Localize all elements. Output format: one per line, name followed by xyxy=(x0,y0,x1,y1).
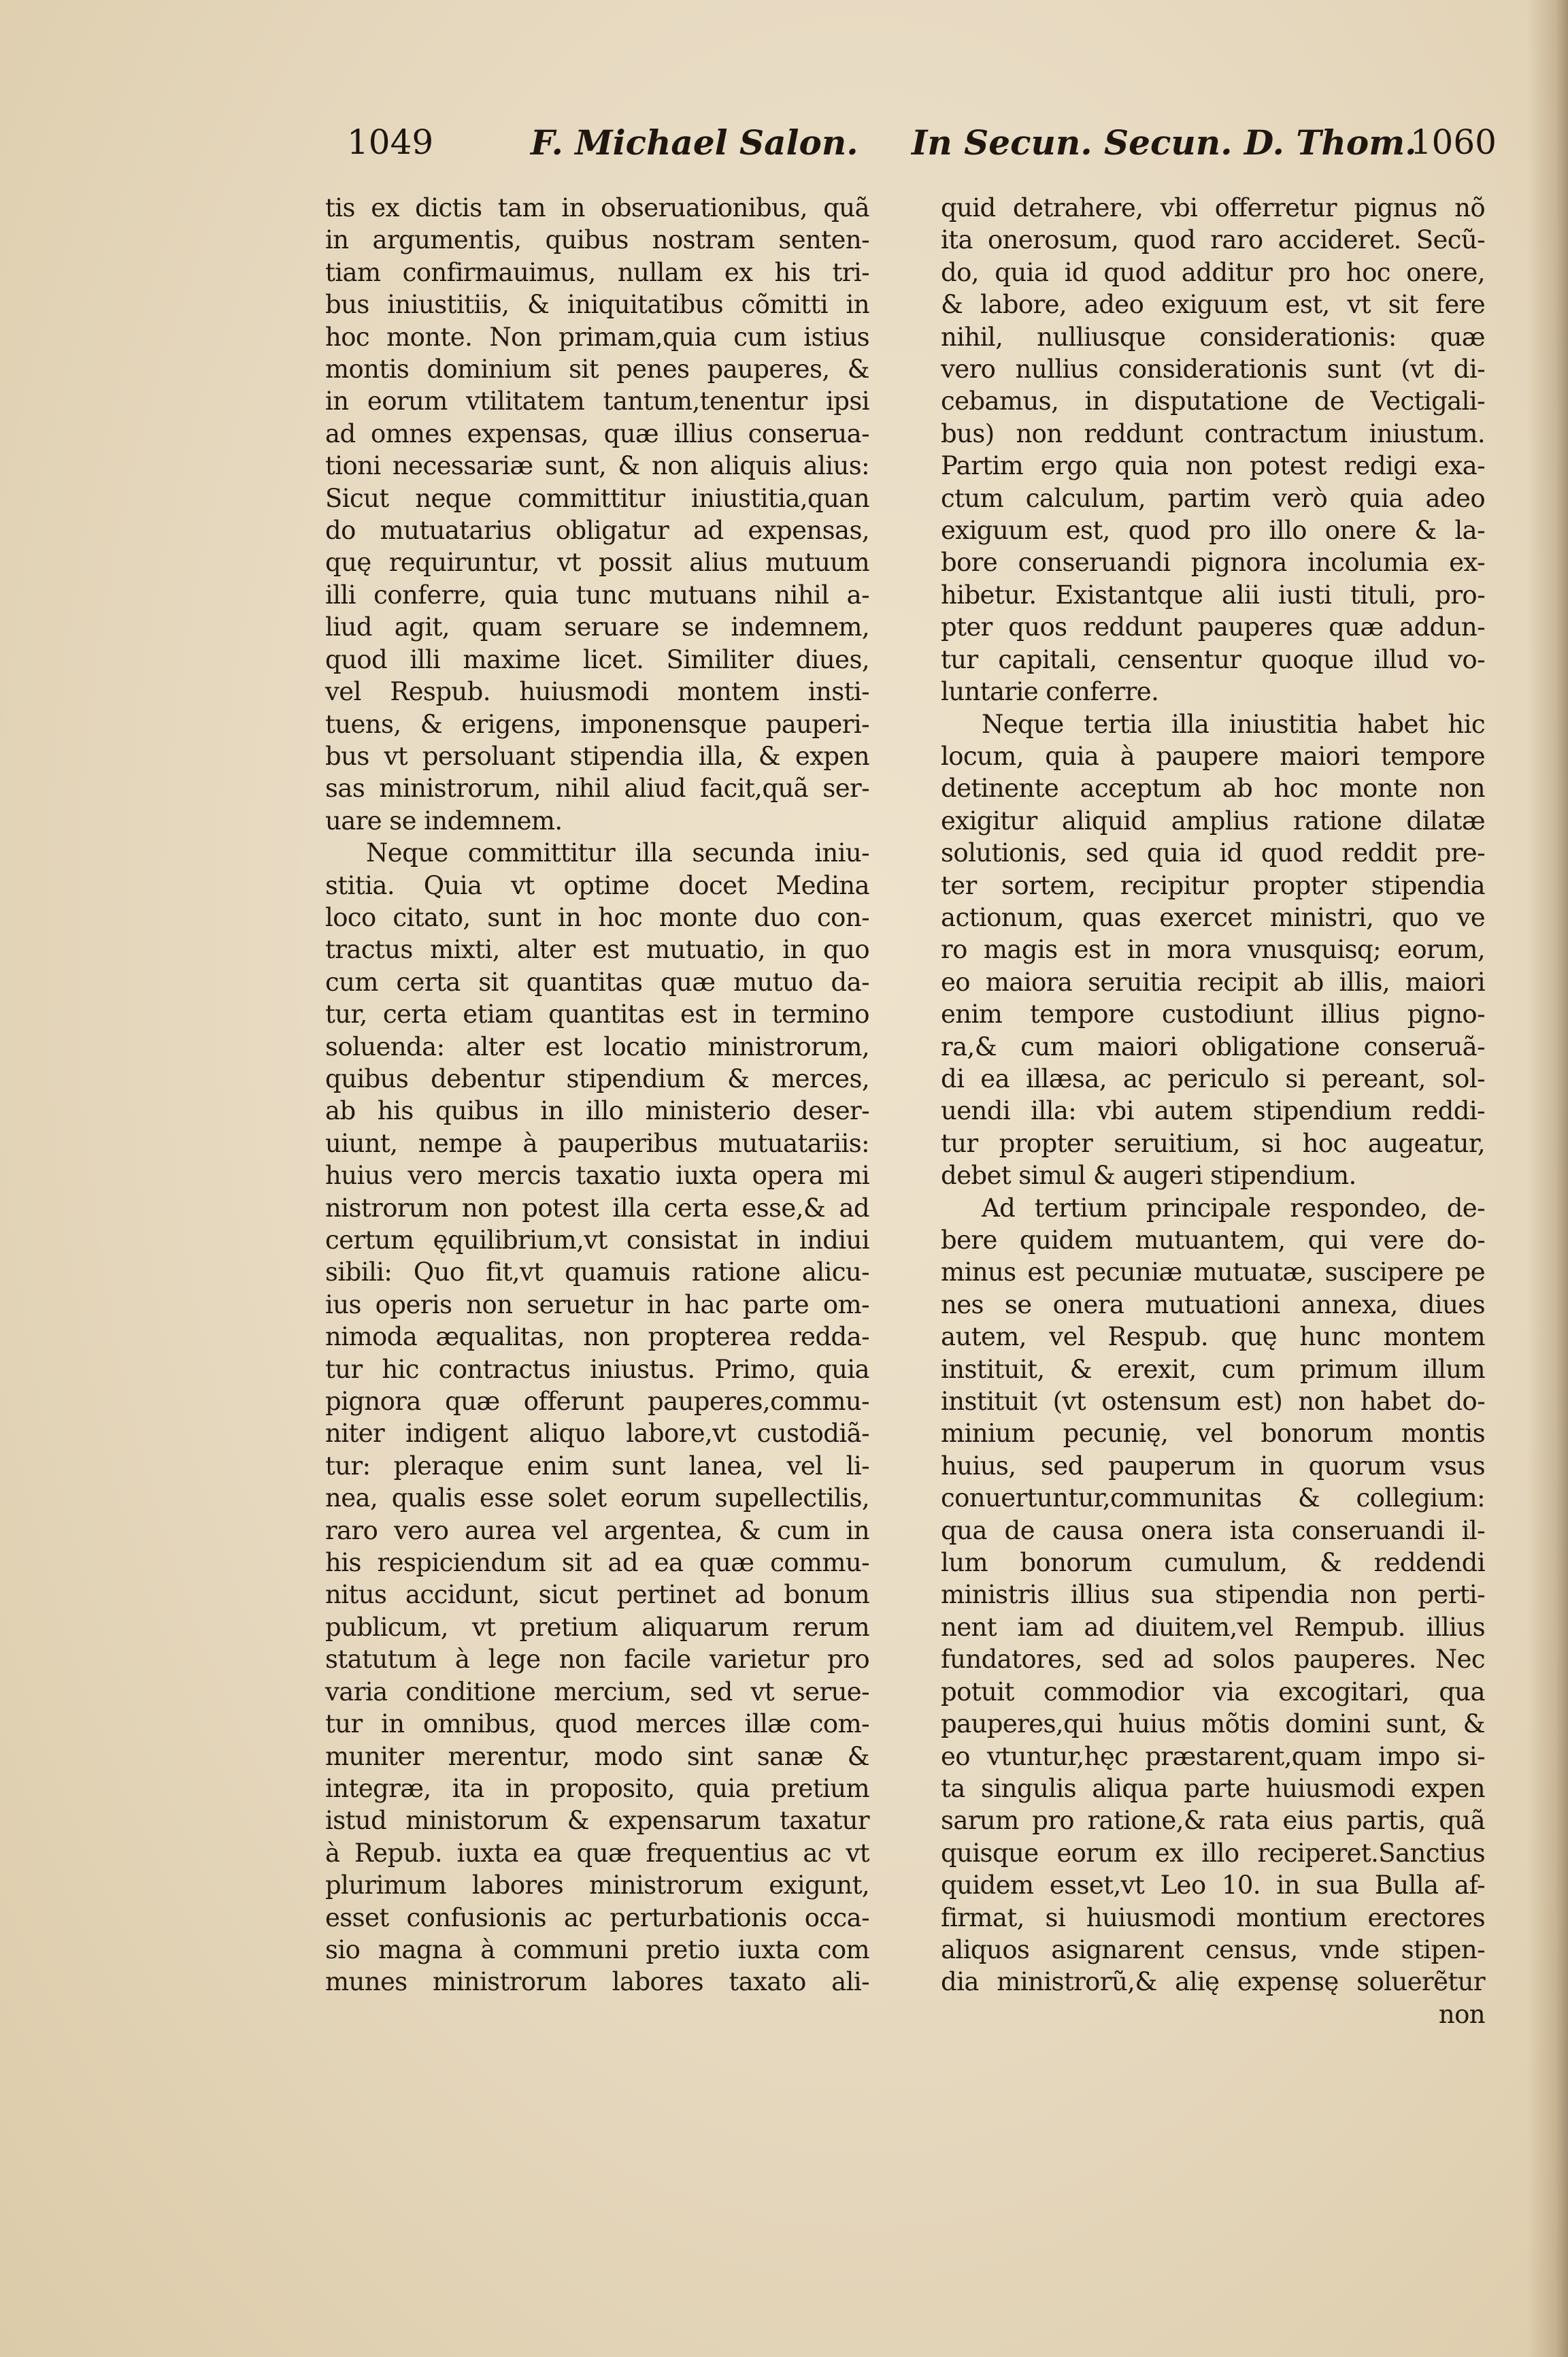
text-line: tioni necessariæ sunt, & non aliquis alius: xyxy=(325,451,869,481)
text-line: exiguum est, quod pro illo onere & la- xyxy=(941,516,1485,546)
text-line: uiunt, nempe à pauperibus mutuatariis: xyxy=(325,1128,869,1158)
text-line: quisque eorum ex illo reciperet.Sanctius xyxy=(941,1838,1485,1868)
text-line: liud agit, quam seruare se indemnem, xyxy=(325,612,869,642)
text-line: stitia. Quia vt optime docet Medina xyxy=(325,870,869,900)
text-line: huius, sed pauperum in quorum vsus xyxy=(941,1451,1485,1481)
text-line: tuens, & erigens, imponensque pauperi- xyxy=(325,709,869,739)
text-line: sibili: Quo fit,vt quamuis ratione alicu- xyxy=(325,1257,869,1287)
text-line: loco citato, sunt in hoc monte duo con- xyxy=(325,902,869,932)
text-line: bus iniustitiis, & iniquitatibus cõmitti in xyxy=(325,290,869,320)
text-line: publicum, vt pretium aliquarum rerum xyxy=(325,1612,869,1642)
right-text-column xyxy=(941,192,1485,2030)
text-line: tur in omnibus, quod merces illæ com- xyxy=(325,1709,869,1739)
text-line: hoc monte. Non primam,quia cum istius xyxy=(325,322,869,352)
text-line: nea, qualis esse solet eorum supellectilis, xyxy=(325,1483,869,1513)
text-line: munes ministrorum labores taxato ali- xyxy=(325,1967,869,1997)
text-line: & labore, adeo exiguum est, vt sit fere xyxy=(941,290,1485,320)
running-head-author: F. Michael Salon. xyxy=(531,122,858,163)
text-line: raro vero aurea vel argentea, & cum in xyxy=(325,1515,869,1545)
text-line: do, quia id quod additur pro hoc onere, xyxy=(941,257,1485,287)
text-line: certum ęquilibrium,vt consistat in indiui xyxy=(325,1225,869,1255)
text-line: pauperes,qui huius mõtis domini sunt, & xyxy=(941,1709,1485,1739)
text-line: nihil, nulliusque considerationis: quæ xyxy=(941,322,1485,352)
text-line: istud ministorum & expensarum taxatur xyxy=(325,1806,869,1836)
text-line: ctum calculum, partim verò quia adeo xyxy=(941,483,1485,513)
text-line: non xyxy=(1438,1999,1485,2029)
text-line: montis dominium sit penes pauperes, & xyxy=(325,355,869,384)
text-line: exigitur aliquid amplius ratione dilatæ xyxy=(941,806,1485,836)
text-line: enim tempore custodiunt illius pigno- xyxy=(941,1000,1485,1029)
text-line: vel Respub. huiusmodi montem insti- xyxy=(325,677,869,707)
page-number-right: 1060 xyxy=(1409,122,1497,162)
text-line: quibus debentur stipendium & merces, xyxy=(325,1064,869,1093)
text-line: niter indigent aliquo labore,vt custodiã- xyxy=(325,1419,869,1449)
text-line: sarum pro ratione,& rata eius partis, quã xyxy=(941,1806,1485,1836)
text-line: pignora quæ offerunt pauperes,commu- xyxy=(325,1387,869,1417)
text-line: pter quos reddunt pauperes quæ addun- xyxy=(941,612,1485,642)
text-line: firmat, si huiusmodi montium erectores xyxy=(941,1902,1485,1932)
text-line: ministris illius sua stipendia non perti- xyxy=(941,1580,1485,1610)
text-line: ab his quibus in illo ministerio deser- xyxy=(325,1096,869,1126)
text-line: do mutuatarius obligatur ad expensas, xyxy=(325,516,869,546)
text-line: varia conditione mercium, sed vt serue- xyxy=(325,1677,869,1707)
text-line: Sicut neque committitur iniustitia,quan xyxy=(325,483,869,513)
text-line: eo vtuntur,hęc præstarent,quam impo si- xyxy=(941,1741,1485,1771)
text-line: debet simul & augeri stipendium. xyxy=(941,1161,1356,1191)
text-line: potuit commodior via excogitari, qua xyxy=(941,1677,1485,1707)
text-line: bus) non reddunt contractum iniustum. xyxy=(941,418,1485,448)
text-line: à Repub. iuxta ea quæ frequentius ac vt xyxy=(325,1838,869,1868)
text-line: vero nullius considerationis sunt (vt di- xyxy=(941,355,1485,384)
text-line: cum certa sit quantitas quæ mutuo da- xyxy=(325,967,869,997)
page-edge-shadow xyxy=(1527,0,1568,2357)
text-line: his respiciendum sit ad ea quæ commu- xyxy=(325,1548,869,1578)
text-line: Partim ergo quia non potest redigi exa- xyxy=(941,451,1485,481)
text-line: lum bonorum cumulum, & reddendi xyxy=(941,1548,1485,1578)
text-line: huius vero mercis taxatio iuxta opera mi xyxy=(325,1161,869,1191)
text-line: dia ministrorũ,& alię expensę soluerẽtur xyxy=(941,1967,1485,1997)
text-line: tur, certa etiam quantitas est in termino xyxy=(325,1000,869,1029)
text-line: quod illi maxime licet. Similiter diues, xyxy=(325,644,869,674)
text-line: di ea illæsa, ac periculo si pereant, sol- xyxy=(941,1064,1485,1093)
text-line: sas ministrorum, nihil aliud facit,quã ser- xyxy=(325,774,869,804)
text-line: ita onerosum, quod raro accideret. Secũ- xyxy=(941,225,1485,255)
page-number-left: 1049 xyxy=(347,122,434,162)
text-line: in eorum vtilitatem tantum,tenentur ipsi xyxy=(325,386,869,416)
text-line: in argumentis, quibus nostram senten- xyxy=(325,225,869,255)
text-line: nitus accidunt, sicut pertinet ad bonum xyxy=(325,1580,869,1610)
text-line: minium pecunię, vel bonorum montis xyxy=(941,1419,1485,1449)
text-line: Ad tertium principale respondeo, de- xyxy=(982,1193,1485,1223)
text-line: quid detrahere, vbi offerretur pignus nõ xyxy=(941,193,1485,222)
text-line: ter sortem, recipitur propter stipendia xyxy=(941,870,1485,900)
text-line: tur hic contractus iniustus. Primo, quia xyxy=(325,1354,869,1384)
text-line: nimoda æqualitas, non propterea redda- xyxy=(325,1322,869,1352)
text-line: quę requiruntur, vt possit alius mutuum xyxy=(325,548,869,578)
text-line: autem, vel Respub. quę hunc montem xyxy=(941,1322,1485,1352)
text-line: integræ, ita in proposito, quia pretium xyxy=(325,1773,869,1803)
running-head xyxy=(347,122,1497,177)
text-line: tur capitali, censentur quoque illud vo- xyxy=(941,644,1485,674)
text-line: nistrorum non potest illa certa esse,& ad xyxy=(325,1193,869,1223)
text-line: actionum, quas exercet ministri, quo ve xyxy=(941,902,1485,932)
text-line: bus vt persoluant stipendia illa, & expen xyxy=(325,741,869,771)
text-line: hibetur. Existantque alii iusti tituli, pro- xyxy=(941,580,1485,610)
text-line: tur propter seruitium, si hoc augeatur, xyxy=(941,1128,1485,1158)
text-line: esset confusionis ac perturbationis occa- xyxy=(325,1902,869,1932)
text-line: quidem esset,vt Leo 10. in sua Bulla af- xyxy=(941,1870,1485,1900)
text-line: soluenda: alter est locatio ministrorum, xyxy=(325,1032,869,1061)
running-head-title: In Secun. Secun. D. Thom. xyxy=(912,122,1417,163)
text-line: eo maiora seruitia recipit ab illis, maiori xyxy=(941,967,1485,997)
text-line: instituit (vt ostensum est) non habet do- xyxy=(941,1387,1485,1417)
text-line: nent iam ad diuitem,vel Rempub. illius xyxy=(941,1612,1485,1642)
text-line: conuertuntur,communitas & collegium: xyxy=(941,1483,1485,1513)
text-line: uare se indemnem. xyxy=(325,806,563,836)
text-line: muniter merentur, modo sint sanæ & xyxy=(325,1741,869,1771)
text-line: ta singulis aliqua parte huiusmodi expen xyxy=(941,1773,1485,1803)
text-line: Neque committitur illa secunda iniu- xyxy=(366,838,869,868)
text-line: sio magna à communi pretio iuxta com xyxy=(325,1934,869,1964)
text-line: luntarie conferre. xyxy=(941,677,1159,707)
text-line: fundatores, sed ad solos pauperes. Nec xyxy=(941,1645,1485,1675)
text-line: aliquos asignarent census, vnde stipen- xyxy=(941,1934,1485,1964)
text-line: solutionis, sed quia id quod reddit pre- xyxy=(941,838,1485,868)
text-line: instituit, & erexit, cum primum illum xyxy=(941,1354,1485,1384)
text-line: Neque tertia illa iniustitia habet hic xyxy=(982,709,1485,739)
text-line: tur: pleraque enim sunt lanea, vel li- xyxy=(325,1451,869,1481)
text-line: cebamus, in disputatione de Vectigali- xyxy=(941,386,1485,416)
text-line: qua de causa onera ista conseruandi il- xyxy=(941,1515,1485,1545)
text-line: tractus mixti, alter est mutuatio, in quo xyxy=(325,935,869,965)
text-line: tis ex dictis tam in obseruationibus, quã xyxy=(325,193,869,222)
text-line: ius operis non seruetur in hac parte om- xyxy=(325,1289,869,1319)
text-line: statutum à lege non facile varietur pro xyxy=(325,1645,869,1675)
text-line: ad omnes expensas, quæ illius conserua- xyxy=(325,418,869,448)
text-line: ra,& cum maiori obligatione conseruã- xyxy=(941,1032,1485,1061)
text-line: bere quidem mutuantem, qui vere do- xyxy=(941,1225,1485,1255)
text-line: ro magis est in mora vnusquisq; eorum, xyxy=(941,935,1485,965)
text-line: detinente acceptum ab hoc monte non xyxy=(941,774,1485,804)
text-line: tiam confirmauimus, nullam ex his tri- xyxy=(325,257,869,287)
text-line: minus est pecuniæ mutuatæ, suscipere pe xyxy=(941,1257,1485,1287)
text-line: locum, quia à paupere maiori tempore xyxy=(941,741,1485,771)
text-line: uendi illa: vbi autem stipendium reddi- xyxy=(941,1096,1485,1126)
text-line: illi conferre, quia tunc mutuans nihil a- xyxy=(325,580,869,610)
text-line: plurimum labores ministrorum exigunt, xyxy=(325,1870,869,1900)
left-text-column xyxy=(325,192,869,1998)
text-line: bore conseruandi pignora incolumia ex- xyxy=(941,548,1485,578)
text-line: nes se onera mutuationi annexa, diues xyxy=(941,1289,1485,1319)
